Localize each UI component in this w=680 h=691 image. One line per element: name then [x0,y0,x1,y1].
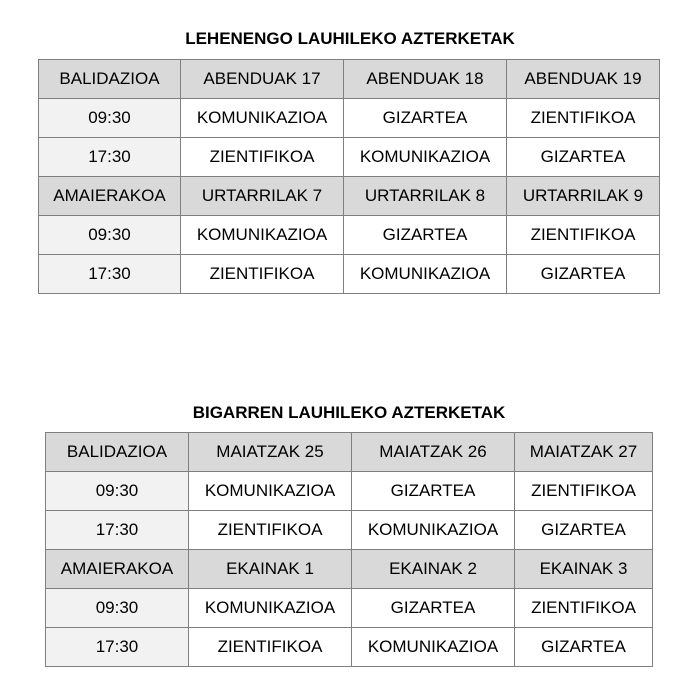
table-cell-date: MAIATZAK 25 [189,433,352,472]
table-cell-subject: GIZARTEA [515,628,653,667]
table-cell-date: EKAINAK 1 [189,550,352,589]
table-cell-time: 17:30 [39,138,181,177]
table-cell-subject: ZIENTIFIKOA [507,216,660,255]
first-term-exams-title: LEHENENGO LAUHILEKO AZTERKETAK [185,29,515,48]
table-row [46,628,653,667]
table-cell-subject: KOMUNIKAZIOA [189,589,352,628]
table-cell-time: 09:30 [46,472,189,511]
table-row [39,99,660,138]
table-cell-subject: ZIENTIFIKOA [507,99,660,138]
table-cell-subject: KOMUNIKAZIOA [189,472,352,511]
table-cell-subject: ZIENTIFIKOA [189,511,352,550]
table-cell-time: 09:30 [39,99,181,138]
table-cell-subject: GIZARTEA [352,589,515,628]
table-cell-date: URTARRILAK 9 [507,177,660,216]
table-cell-subject: ZIENTIFIKOA [181,255,344,294]
table-cell-exam-type: BALIDAZIOA [46,433,189,472]
table-cell-exam-type: AMAIERAKOA [46,550,189,589]
table-cell-date: ABENDUAK 18 [344,60,507,99]
table-row [39,138,660,177]
table-cell-exam-type: BALIDAZIOA [39,60,181,99]
table-cell-subject: ZIENTIFIKOA [189,628,352,667]
table-cell-date: EKAINAK 3 [515,550,653,589]
table-cell-subject: ZIENTIFIKOA [515,589,653,628]
table-cell-subject: KOMUNIKAZIOA [352,628,515,667]
table-row-validation-header [39,60,660,99]
table-cell-subject: GIZARTEA [507,255,660,294]
table-cell-subject: KOMUNIKAZIOA [352,511,515,550]
table-cell-date: ABENDUAK 19 [507,60,660,99]
table-cell-exam-type: AMAIERAKOA [39,177,181,216]
table-cell-subject: ZIENTIFIKOA [181,138,344,177]
table-row [46,589,653,628]
table-cell-subject: KOMUNIKAZIOA [344,255,507,294]
table-cell-time: 17:30 [46,511,189,550]
table-cell-subject: GIZARTEA [344,216,507,255]
table-cell-subject: GIZARTEA [515,511,653,550]
table-cell-time: 09:30 [39,216,181,255]
table-cell-subject: KOMUNIKAZIOA [181,216,344,255]
table-cell-subject: GIZARTEA [344,99,507,138]
table-row [39,255,660,294]
second-term-exams-title: BIGARREN LAUHILEKO AZTERKETAK [192,403,506,422]
second-term-exam-table [45,432,653,667]
first-term-exam-table [38,59,660,294]
table-cell-subject: GIZARTEA [352,472,515,511]
table-row-final-header [39,177,660,216]
table-row [39,216,660,255]
table-cell-subject: KOMUNIKAZIOA [181,99,344,138]
table-cell-subject: ZIENTIFIKOA [515,472,653,511]
table-row [46,472,653,511]
table-cell-date: EKAINAK 2 [352,550,515,589]
table-cell-date: ABENDUAK 17 [181,60,344,99]
table-row-validation-header [46,433,653,472]
table-cell-time: 17:30 [39,255,181,294]
table-cell-date: URTARRILAK 7 [181,177,344,216]
table-cell-date: MAIATZAK 26 [352,433,515,472]
table-cell-time: 17:30 [46,628,189,667]
table-cell-time: 09:30 [46,589,189,628]
table-cell-subject: GIZARTEA [507,138,660,177]
table-row [46,511,653,550]
table-cell-date: URTARRILAK 8 [344,177,507,216]
table-cell-subject: KOMUNIKAZIOA [344,138,507,177]
table-row-final-header [46,550,653,589]
table-cell-date: MAIATZAK 27 [515,433,653,472]
